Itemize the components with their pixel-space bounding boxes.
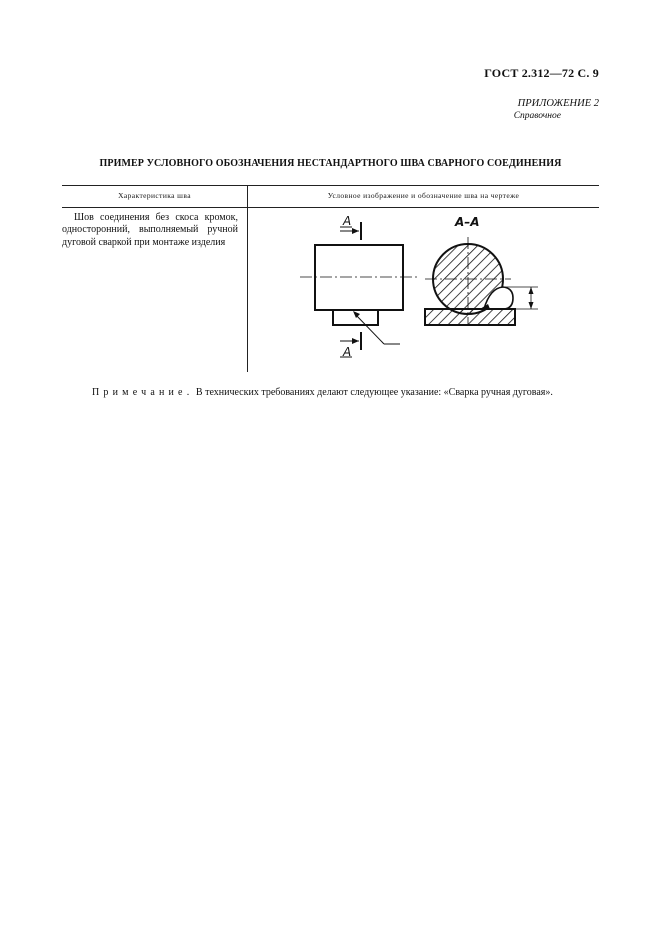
note	[62, 386, 599, 399]
section-view	[425, 237, 538, 325]
section-mark-top	[340, 214, 361, 240]
appendix-label: ПРИЛОЖЕНИЕ 2	[517, 98, 599, 109]
section-letter-bottom: А	[343, 345, 352, 359]
document-title: ПРИМЕР УСЛОВНОГО ОБОЗНАЧЕНИЯ НЕСТАНДАРТНОГО ШВА СВАРНОГО СОЕДИНЕНИЯ	[99, 158, 562, 169]
section-title: А–А	[455, 215, 480, 229]
side-view	[300, 245, 419, 344]
weld-characteristic-text: Шов соединения без скоса кромок, односторонний, выполняемый ручной дуговой сваркой при монтаже изделия	[62, 212, 238, 248]
appendix-type: Справочное	[513, 111, 561, 121]
note-text: В технических требованиях делают следующее указание: «Сварка ручная дуговая».	[195, 387, 553, 398]
section-mark-bottom	[340, 332, 361, 359]
table-header-drawing: Условное изображение и обозначение шва на чертеже	[327, 191, 520, 200]
note-label: Примечание.	[92, 387, 194, 398]
standard-code: ГОСТ 2.312—72 С. 9	[484, 66, 599, 80]
table-header-characteristic: Характеристика шва	[118, 191, 191, 200]
section-letter-top: А	[343, 214, 352, 228]
